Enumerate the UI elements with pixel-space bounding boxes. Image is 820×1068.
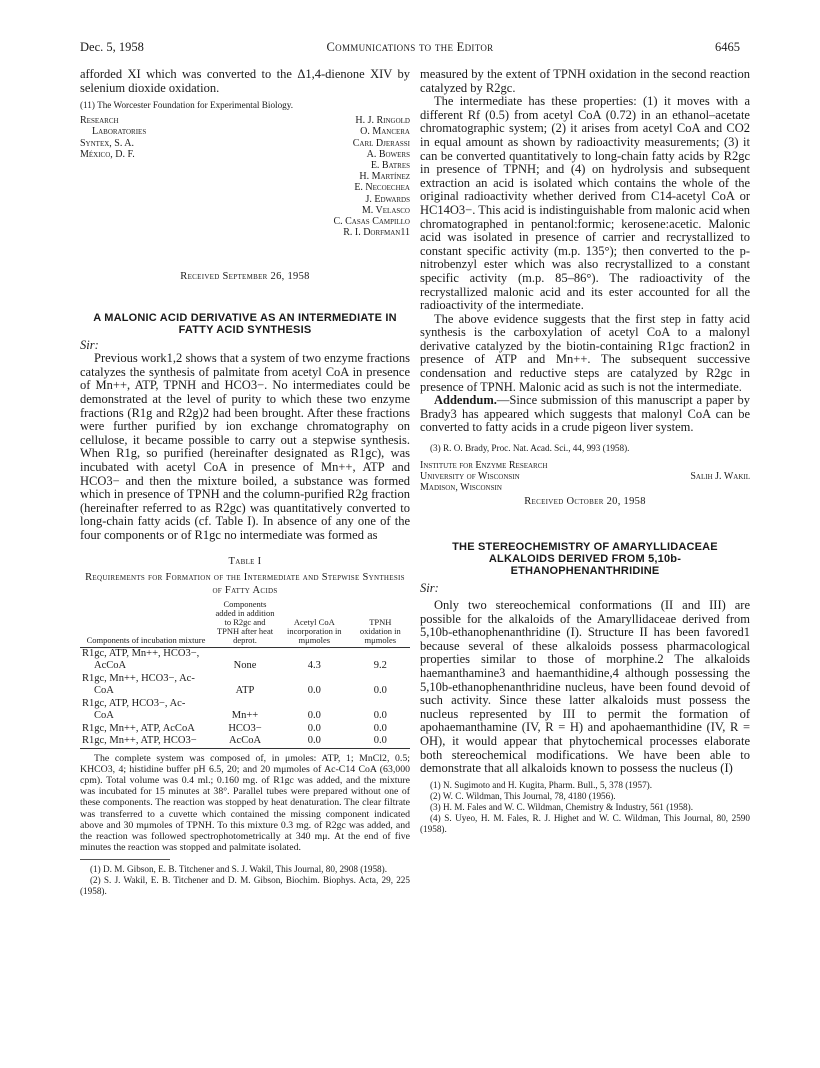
received-date: Received October 20, 1958 bbox=[524, 496, 646, 508]
salutation-2: Sir: bbox=[420, 581, 439, 596]
body-paragraph: measured by the extent of TPNH oxidation in the second reaction catalyzed by R2gc. bbox=[420, 67, 750, 95]
table-row bbox=[80, 698, 410, 723]
cell-line: R1gc, ATP, Mn++, HCO3−, bbox=[82, 647, 200, 659]
left-column bbox=[80, 68, 410, 897]
column-header: Components of incubation mixture bbox=[80, 600, 212, 648]
footnotes-2 bbox=[420, 780, 750, 835]
table-cell: 0.0 bbox=[307, 722, 321, 734]
body-paragraph: Previous work1,2 shows that a system of two enzyme fractions catalyzes the synthesis of palmitate from acetyl CoA in presence of Mn++, ATP, TPNH and HCO3−. No intermediates could be demonstrated at the level of purity to which these two enzyme fractions (R1g and R2g)2 had been brought. After these fractions were further purified by ion exchange chromatography on cellulose, it became possible to carry out a stepwise synthesis. When R1g, so purified (hereinafter designated as R1gc), was incubated with acetyl CoA in presence of Mn++, ATP and HCO3− and then the mixture boiled, a substance was formed which in presence of TPNH and the column-purified R2g fraction (hereinafter referred to as R2gc) was quantitatively converted to long-chain fatty acids (cf. Table I). In absence of any one of the four components or of R1gc no intermediate was formed as bbox=[80, 351, 410, 542]
table-row bbox=[80, 673, 410, 698]
body-paragraph-2: Only two stereochemical conformations (II and III) are possible for the alkaloids of the Amaryllidaceae derived from 5,10b-ethanophenanthridine (I). Structure II has been favored1 because several of these alkaloids possess pharmacological properties similar to those of morphine.2 The alkaloids haemanthamine3 and haemanthidine,4 although possessing the 5,10b-ethanophenanthridine nucleus, have been found devoid of such activity. Since these latter alkaloids must possess the nucleus represented by III to permit the formation of apohaemanthamine (IV, R = H) and apohaemanthidine (IV, R = OH), it would appear that phytochemical processes elaborate both stereochemical modifications. We have been able to demonstrate that all alkaloids known to possess the nucleus (I) bbox=[420, 598, 750, 776]
continuation-paragraph: afforded XI which was converted to the Δ1,4-dienone XIV by selenium dioxide oxidation. bbox=[80, 67, 410, 95]
table-cell bbox=[80, 698, 212, 723]
author-list bbox=[333, 115, 410, 238]
table-cell: R1gc, Mn++, ATP, HCO3− bbox=[80, 735, 212, 748]
footnote-rule bbox=[80, 859, 170, 860]
table-row bbox=[80, 723, 410, 736]
table-cell: 9.2 bbox=[373, 660, 387, 671]
table-cell: 0.0 bbox=[307, 710, 321, 721]
author-name: Carl Djerassi bbox=[352, 137, 410, 149]
addendum-text: —Since submission of this manuscript a paper by Brady3 has appeared which suggests that malonyl CoA can be converted to fatty acids in a crude pigeon liver system. bbox=[420, 393, 750, 435]
signature-block bbox=[420, 460, 750, 494]
cell-line: CoA bbox=[94, 710, 114, 721]
table-label: Table I bbox=[228, 555, 262, 567]
footnote: (1) N. Sugimoto and H. Kugita, Pharm. Bull., 5, 378 (1957). bbox=[430, 779, 653, 790]
table-cell: 0.0 bbox=[351, 735, 410, 748]
addendum-paragraph bbox=[420, 394, 750, 435]
table-cell: 0.0 bbox=[373, 722, 387, 734]
signature-author: Salih J. Wakil bbox=[690, 471, 750, 483]
cell-line: R1gc, Mn++, HCO3−, Ac- bbox=[82, 672, 195, 684]
author-name: A. Bowers bbox=[366, 148, 410, 160]
column-header: Acetyl CoA incorporation in mμmoles bbox=[278, 600, 351, 648]
footnote: (4) S. Uyeo, H. M. Fales, R. J. Highet and W. C. Wildman, This Journal, 80, 2590 (1958). bbox=[420, 812, 750, 834]
author-name: R. I. Dorfman11 bbox=[343, 227, 410, 239]
author-name: E. Necoechea bbox=[354, 182, 410, 194]
salutation: Sir: bbox=[80, 338, 99, 353]
header-page-number: 6465 bbox=[715, 40, 740, 54]
table-row bbox=[80, 647, 410, 673]
institution-line: Research bbox=[80, 115, 119, 127]
institution-line: Syntex, S. A. bbox=[80, 137, 135, 149]
body-paragraph: The above evidence suggests that the first step in fatty acid synthesis is the carboxylation of acetyl CoA to a malonyl derivative catalyzed by the biotin-containing R1gc fraction2 in presence of ATP and Mn++. The subsequent successive condensation and reductive steps are catalyzed by R2gc in presence of TPNH. Malonic acid as such is not the intermediate. bbox=[420, 311, 750, 394]
institution-line: México, D. F. bbox=[80, 148, 135, 160]
footnote: (2) S. J. Wakil, E. B. Titchener and D. M. Gibson, Biochim. Biophys. Acta, 29, 225 (1958). bbox=[80, 875, 410, 897]
right-column bbox=[420, 68, 750, 835]
requirements-table bbox=[80, 600, 410, 749]
body-paragraph: The intermediate has these properties: (1) it moves with a different Rf (0.5) from acetyl CoA (0.72) in an ethanol–acetate chromatographic system; (2) it arises from acetyl CoA and CO2 in equal amount as shown by radioactivity measurements; (3) it can be converted quantitatively to long-chain fatty acids by R2gc in presence of TPNH; and (4) on hydrolysis and subsequent extraction an acid is isolated which contains the whole of the original radioactivity whether derived from C14-acetyl CoA or HC14O3−. This acid is indistinguishable from malonic acid when chromatographed in pentanol:formic; kerosene:acetic. Malonic acid was isolated in presence of carrier and recrystallized to constant specific activity (m.p. 135°); then converted to the p-nitrobenzyl ester which was also recrystallized to a constant specific activity (m.p. 85–86°). The radioactivity of the recrystallized malonic acid and its ester accounted for all the radioactivity of the intermediate. bbox=[420, 94, 750, 313]
received-date: Received September 26, 1958 bbox=[180, 271, 310, 283]
table-cell bbox=[80, 673, 212, 698]
author-name: M. Velasco bbox=[361, 204, 410, 216]
table-cell: 0.0 bbox=[373, 710, 387, 721]
table-cell: 4.3 bbox=[307, 660, 321, 671]
author-name: C. Casas Campillo bbox=[333, 216, 410, 228]
table-caption: Requirements for Formation of the Intermediate and Stepwise Synthesis of Fatty Acids bbox=[85, 571, 405, 596]
running-header bbox=[80, 40, 740, 56]
table-cell: ATP bbox=[235, 685, 255, 696]
table-header-row bbox=[80, 600, 410, 648]
table-cell: 0.0 bbox=[307, 685, 321, 696]
column-header: TPNH oxidation in mμmoles bbox=[351, 600, 410, 648]
column-header: Components added in addition to R2gc and TPNH after heat deprot. bbox=[212, 600, 278, 648]
header-date: Dec. 5, 1958 bbox=[80, 40, 144, 54]
table-cell: R1gc, Mn++, ATP, AcCoA bbox=[82, 722, 195, 734]
footnote-3: (3) R. O. Brady, Proc. Nat. Acad. Sci., 44, 993 (1958). bbox=[430, 443, 630, 454]
author-name: E. Batres bbox=[370, 160, 410, 171]
table-cell: HCO3− bbox=[228, 722, 262, 734]
footnote: (2) W. C. Wildman, This Journal, 78, 4180 (1956). bbox=[430, 790, 616, 801]
article-title: A MALONIC ACID DERIVATIVE AS AN INTERMEDIATE IN FATTY ACID SYNTHESIS bbox=[93, 312, 397, 337]
table-cell: 0.0 bbox=[373, 685, 387, 696]
cell-line: CoA bbox=[94, 685, 114, 696]
affiliation-institution bbox=[80, 115, 146, 160]
institution-line: Institute for Enzyme Research bbox=[420, 460, 548, 472]
footnote-11: (11) The Worcester Foundation for Experimental Biology. bbox=[80, 100, 294, 111]
author-name: H. Martínez bbox=[359, 171, 410, 183]
cell-line: AcCoA bbox=[94, 660, 127, 671]
footnote: (1) D. M. Gibson, E. B. Titchener and S. J. Wakil, This Journal, 80, 2908 (1958). bbox=[90, 864, 387, 875]
table-note: The complete system was composed of, in μmoles: ATP, 1; MnCl2, 0.5; KHCO3, 4; histidine buffer pH 6.5, 20; and 20 mμmoles of Ac-C14 CoA (63,000 cpm). Total volume was 0.4 ml.; 0.160 mg. of R1gc was added, and the mixture was incubated for 15 minutes at 38°. Parallel tubes were prepared without one of these components. The reaction was stopped by heat denaturation. The clear filtrate was transferred to a cuvette which contained the missing component indicated above and 30 mμmoles of TPNH. To this mixture 0.3 mg. of R2gc was added, and the reaction was followed spectrophotometrically at 340 mμ. At the end of five minutes the reaction was stopped and palmitate isolated. bbox=[80, 752, 410, 854]
table-cell: 0.0 bbox=[278, 735, 351, 748]
table-cell: Mn++ bbox=[231, 710, 259, 721]
article-title-2: THE STEREOCHEMISTRY OF AMARYLLIDACEAE ALKALOIDS DERIVED FROM 5,10b-ETHANOPHENANTHRIDINE bbox=[452, 541, 718, 578]
institution-line: Madison, Wisconsin bbox=[420, 482, 502, 494]
author-name: H. J. Ringold bbox=[355, 115, 410, 127]
addendum-label: Addendum. bbox=[434, 393, 497, 408]
institution-line: Laboratories bbox=[92, 126, 147, 138]
author-name: O. Mancera bbox=[360, 126, 410, 138]
table-cell: AcCoA bbox=[212, 735, 278, 748]
author-affiliation-block bbox=[80, 115, 410, 271]
table-row bbox=[80, 735, 410, 748]
cell-line: R1gc, ATP, HCO3−, Ac- bbox=[82, 697, 186, 709]
footnote: (3) H. M. Fales and W. C. Wildman, Chemistry & Industry, 561 (1958). bbox=[430, 801, 693, 812]
table-cell bbox=[80, 647, 212, 673]
institution-line: University of Wisconsin bbox=[420, 471, 520, 483]
header-section: Communications to the Editor bbox=[326, 40, 494, 54]
author-name: J. Edwards bbox=[365, 193, 410, 205]
table-cell: None bbox=[233, 660, 257, 671]
signature-institution bbox=[420, 460, 547, 494]
